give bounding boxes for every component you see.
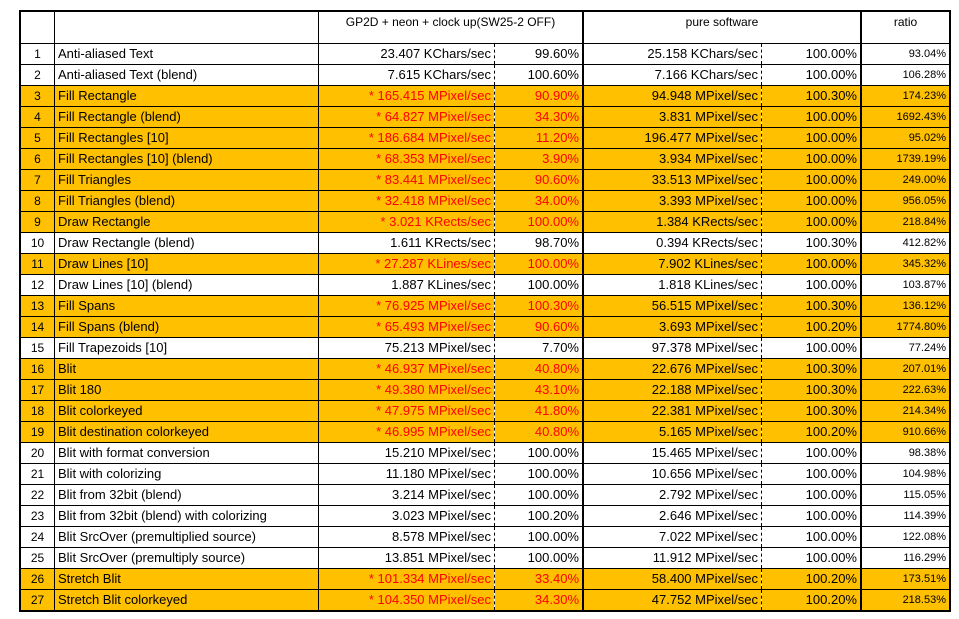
gp2d-speed: 23.407 KChars/sec: [319, 44, 495, 65]
software-cpu: 100.00%: [762, 107, 862, 128]
ratio-value: 1739.19%: [861, 149, 950, 170]
ratio-value: 136.12%: [861, 296, 950, 317]
row-index: 13: [20, 296, 55, 317]
gp2d-cpu: 100.00%: [495, 254, 584, 275]
table-row: [20, 548, 950, 569]
test-name: Fill Rectangle (blend): [55, 107, 319, 128]
software-speed: 3.934 MPixel/sec: [583, 149, 762, 170]
software-speed: 33.513 MPixel/sec: [583, 170, 762, 191]
header-name: [55, 11, 319, 44]
row-index: 20: [20, 443, 55, 464]
test-name: Blit SrcOver (premultiply source): [55, 548, 319, 569]
table-row: [20, 569, 950, 590]
test-name: Draw Rectangle (blend): [55, 233, 319, 254]
software-speed: 1.384 KRects/sec: [583, 212, 762, 233]
gp2d-speed: 75.213 MPixel/sec: [319, 338, 495, 359]
ratio-value: 116.29%: [861, 548, 950, 569]
ratio-value: 956.05%: [861, 191, 950, 212]
gp2d-cpu: 90.60%: [495, 317, 584, 338]
gp2d-cpu: 100.60%: [495, 65, 584, 86]
ratio-value: 174.23%: [861, 86, 950, 107]
software-cpu: 100.00%: [762, 443, 862, 464]
table-row: [20, 86, 950, 107]
gp2d-cpu: 98.70%: [495, 233, 584, 254]
test-name: Draw Lines [10] (blend): [55, 275, 319, 296]
table-row: [20, 380, 950, 401]
gp2d-speed: 7.615 KChars/sec: [319, 65, 495, 86]
ratio-value: 218.53%: [861, 590, 950, 612]
gp2d-speed: * 104.350 MPixel/sec: [319, 590, 495, 612]
row-index: 21: [20, 464, 55, 485]
table-row: [20, 296, 950, 317]
software-cpu: 100.00%: [762, 170, 862, 191]
software-speed: 2.646 MPixel/sec: [583, 506, 762, 527]
test-name: Blit from 32bit (blend) with colorizing: [55, 506, 319, 527]
software-cpu: 100.00%: [762, 65, 862, 86]
software-speed: 22.381 MPixel/sec: [583, 401, 762, 422]
software-cpu: 100.30%: [762, 233, 862, 254]
software-cpu: 100.30%: [762, 86, 862, 107]
test-name: Blit with format conversion: [55, 443, 319, 464]
gp2d-cpu: 3.90%: [495, 149, 584, 170]
software-cpu: 100.00%: [762, 527, 862, 548]
gp2d-speed: * 68.353 MPixel/sec: [319, 149, 495, 170]
software-cpu: 100.00%: [762, 191, 862, 212]
software-cpu: 100.20%: [762, 569, 862, 590]
test-name: Fill Triangles (blend): [55, 191, 319, 212]
table-row: [20, 275, 950, 296]
gp2d-cpu: 7.70%: [495, 338, 584, 359]
ratio-value: 207.01%: [861, 359, 950, 380]
gp2d-cpu: 90.90%: [495, 86, 584, 107]
gp2d-cpu: 11.20%: [495, 128, 584, 149]
software-cpu: 100.30%: [762, 380, 862, 401]
table-row: [20, 590, 950, 612]
ratio-value: 93.04%: [861, 44, 950, 65]
table-row: [20, 44, 950, 65]
row-index: 18: [20, 401, 55, 422]
software-cpu: 100.00%: [762, 275, 862, 296]
benchmark-sheet: [19, 10, 951, 612]
test-name: Blit destination colorkeyed: [55, 422, 319, 443]
table-row: [20, 359, 950, 380]
gp2d-speed: 1.611 KRects/sec: [319, 233, 495, 254]
gp2d-speed: 15.210 MPixel/sec: [319, 443, 495, 464]
table-row: [20, 401, 950, 422]
test-name: Stretch Blit: [55, 569, 319, 590]
ratio-value: 412.82%: [861, 233, 950, 254]
gp2d-cpu: 100.00%: [495, 212, 584, 233]
ratio-value: 218.84%: [861, 212, 950, 233]
table-row: [20, 149, 950, 170]
table-row: [20, 65, 950, 86]
software-cpu: 100.20%: [762, 590, 862, 612]
software-speed: 10.656 MPixel/sec: [583, 464, 762, 485]
test-name: Fill Rectangle: [55, 86, 319, 107]
gp2d-cpu: 100.00%: [495, 443, 584, 464]
ratio-value: 77.24%: [861, 338, 950, 359]
test-name: Blit from 32bit (blend): [55, 485, 319, 506]
gp2d-cpu: 34.30%: [495, 590, 584, 612]
row-index: 25: [20, 548, 55, 569]
gp2d-speed: * 46.995 MPixel/sec: [319, 422, 495, 443]
benchmark-table: [19, 10, 951, 612]
row-index: 22: [20, 485, 55, 506]
gp2d-cpu: 34.30%: [495, 107, 584, 128]
row-index: 3: [20, 86, 55, 107]
table-row: [20, 254, 950, 275]
gp2d-speed: * 83.441 MPixel/sec: [319, 170, 495, 191]
table-row: [20, 212, 950, 233]
software-cpu: 100.00%: [762, 506, 862, 527]
gp2d-cpu: 100.20%: [495, 506, 584, 527]
row-index: 4: [20, 107, 55, 128]
software-speed: 58.400 MPixel/sec: [583, 569, 762, 590]
software-speed: 7.166 KChars/sec: [583, 65, 762, 86]
gp2d-speed: 13.851 MPixel/sec: [319, 548, 495, 569]
test-name: Blit colorkeyed: [55, 401, 319, 422]
ratio-value: 103.87%: [861, 275, 950, 296]
gp2d-cpu: 100.00%: [495, 464, 584, 485]
row-index: 1: [20, 44, 55, 65]
software-speed: 22.188 MPixel/sec: [583, 380, 762, 401]
row-index: 16: [20, 359, 55, 380]
software-cpu: 100.00%: [762, 44, 862, 65]
software-cpu: 100.00%: [762, 128, 862, 149]
gp2d-speed: 3.023 MPixel/sec: [319, 506, 495, 527]
row-index: 7: [20, 170, 55, 191]
table-row: [20, 506, 950, 527]
ratio-value: 104.98%: [861, 464, 950, 485]
gp2d-speed: 3.214 MPixel/sec: [319, 485, 495, 506]
gp2d-speed: 1.887 KLines/sec: [319, 275, 495, 296]
gp2d-speed: * 49.380 MPixel/sec: [319, 380, 495, 401]
test-name: Fill Triangles: [55, 170, 319, 191]
gp2d-speed: * 165.415 MPixel/sec: [319, 86, 495, 107]
header-index: [20, 11, 55, 44]
software-speed: 196.477 MPixel/sec: [583, 128, 762, 149]
software-cpu: 100.20%: [762, 317, 862, 338]
software-speed: 25.158 KChars/sec: [583, 44, 762, 65]
row-index: 8: [20, 191, 55, 212]
gp2d-cpu: 41.80%: [495, 401, 584, 422]
software-speed: 3.831 MPixel/sec: [583, 107, 762, 128]
test-name: Fill Spans (blend): [55, 317, 319, 338]
test-name: Fill Trapezoids [10]: [55, 338, 319, 359]
software-cpu: 100.00%: [762, 212, 862, 233]
software-cpu: 100.00%: [762, 485, 862, 506]
row-index: 15: [20, 338, 55, 359]
row-index: 26: [20, 569, 55, 590]
gp2d-cpu: 100.30%: [495, 296, 584, 317]
gp2d-speed: * 32.418 MPixel/sec: [319, 191, 495, 212]
test-name: Blit SrcOver (premultiplied source): [55, 527, 319, 548]
table-row: [20, 191, 950, 212]
header-ratio: ratio: [861, 11, 950, 44]
row-index: 27: [20, 590, 55, 612]
ratio-value: 98.38%: [861, 443, 950, 464]
row-index: 23: [20, 506, 55, 527]
table-row: [20, 527, 950, 548]
gp2d-speed: * 65.493 MPixel/sec: [319, 317, 495, 338]
gp2d-cpu: 99.60%: [495, 44, 584, 65]
software-speed: 11.912 MPixel/sec: [583, 548, 762, 569]
software-speed: 7.022 MPixel/sec: [583, 527, 762, 548]
table-row: [20, 443, 950, 464]
table-row: [20, 170, 950, 191]
software-speed: 0.394 KRects/sec: [583, 233, 762, 254]
software-speed: 7.902 KLines/sec: [583, 254, 762, 275]
gp2d-cpu: 100.00%: [495, 275, 584, 296]
ratio-value: 249.00%: [861, 170, 950, 191]
software-speed: 3.393 MPixel/sec: [583, 191, 762, 212]
software-speed: 3.693 MPixel/sec: [583, 317, 762, 338]
header-row: [20, 11, 950, 44]
ratio-value: 910.66%: [861, 422, 950, 443]
software-speed: 22.676 MPixel/sec: [583, 359, 762, 380]
table-row: [20, 485, 950, 506]
gp2d-speed: * 76.925 MPixel/sec: [319, 296, 495, 317]
test-name: Stretch Blit colorkeyed: [55, 590, 319, 612]
gp2d-cpu: 90.60%: [495, 170, 584, 191]
gp2d-cpu: 100.00%: [495, 485, 584, 506]
row-index: 5: [20, 128, 55, 149]
gp2d-cpu: 100.00%: [495, 527, 584, 548]
test-name: Blit: [55, 359, 319, 380]
row-index: 2: [20, 65, 55, 86]
row-index: 19: [20, 422, 55, 443]
gp2d-cpu: 34.00%: [495, 191, 584, 212]
gp2d-cpu: 40.80%: [495, 359, 584, 380]
ratio-value: 106.28%: [861, 65, 950, 86]
ratio-value: 95.02%: [861, 128, 950, 149]
software-speed: 5.165 MPixel/sec: [583, 422, 762, 443]
gp2d-speed: * 3.021 KRects/sec: [319, 212, 495, 233]
software-cpu: 100.00%: [762, 464, 862, 485]
test-name: Fill Spans: [55, 296, 319, 317]
ratio-value: 345.32%: [861, 254, 950, 275]
row-index: 11: [20, 254, 55, 275]
ratio-value: 122.08%: [861, 527, 950, 548]
software-cpu: 100.00%: [762, 548, 862, 569]
gp2d-speed: * 46.937 MPixel/sec: [319, 359, 495, 380]
table-row: [20, 317, 950, 338]
test-name: Blit 180: [55, 380, 319, 401]
software-cpu: 100.30%: [762, 401, 862, 422]
table-row: [20, 422, 950, 443]
gp2d-speed: * 101.334 MPixel/sec: [319, 569, 495, 590]
test-name: Anti-aliased Text: [55, 44, 319, 65]
gp2d-cpu: 100.00%: [495, 548, 584, 569]
software-speed: 15.465 MPixel/sec: [583, 443, 762, 464]
ratio-value: 1774.80%: [861, 317, 950, 338]
gp2d-speed: 8.578 MPixel/sec: [319, 527, 495, 548]
test-name: Anti-aliased Text (blend): [55, 65, 319, 86]
software-speed: 1.818 KLines/sec: [583, 275, 762, 296]
software-speed: 2.792 MPixel/sec: [583, 485, 762, 506]
row-index: 9: [20, 212, 55, 233]
gp2d-speed: 11.180 MPixel/sec: [319, 464, 495, 485]
software-cpu: 100.00%: [762, 254, 862, 275]
gp2d-cpu: 40.80%: [495, 422, 584, 443]
software-speed: 47.752 MPixel/sec: [583, 590, 762, 612]
test-name: Fill Rectangles [10] (blend): [55, 149, 319, 170]
header-gp2d: GP2D + neon + clock up(SW25-2 OFF): [319, 11, 584, 44]
row-index: 17: [20, 380, 55, 401]
row-index: 10: [20, 233, 55, 254]
row-index: 24: [20, 527, 55, 548]
table-row: [20, 338, 950, 359]
ratio-value: 1692.43%: [861, 107, 950, 128]
header-software: pure software: [583, 11, 861, 44]
software-cpu: 100.30%: [762, 296, 862, 317]
software-speed: 97.378 MPixel/sec: [583, 338, 762, 359]
gp2d-speed: * 64.827 MPixel/sec: [319, 107, 495, 128]
table-row: [20, 107, 950, 128]
row-index: 12: [20, 275, 55, 296]
gp2d-cpu: 33.40%: [495, 569, 584, 590]
software-cpu: 100.20%: [762, 422, 862, 443]
software-cpu: 100.00%: [762, 338, 862, 359]
software-cpu: 100.00%: [762, 149, 862, 170]
gp2d-speed: * 47.975 MPixel/sec: [319, 401, 495, 422]
gp2d-cpu: 43.10%: [495, 380, 584, 401]
ratio-value: 115.05%: [861, 485, 950, 506]
software-speed: 56.515 MPixel/sec: [583, 296, 762, 317]
row-index: 14: [20, 317, 55, 338]
test-name: Fill Rectangles [10]: [55, 128, 319, 149]
table-row: [20, 233, 950, 254]
table-row: [20, 464, 950, 485]
software-speed: 94.948 MPixel/sec: [583, 86, 762, 107]
gp2d-speed: * 186.684 MPixel/sec: [319, 128, 495, 149]
table-row: [20, 128, 950, 149]
row-index: 6: [20, 149, 55, 170]
ratio-value: 114.39%: [861, 506, 950, 527]
test-name: Blit with colorizing: [55, 464, 319, 485]
ratio-value: 173.51%: [861, 569, 950, 590]
test-name: Draw Lines [10]: [55, 254, 319, 275]
ratio-value: 214.34%: [861, 401, 950, 422]
software-cpu: 100.30%: [762, 359, 862, 380]
ratio-value: 222.63%: [861, 380, 950, 401]
test-name: Draw Rectangle: [55, 212, 319, 233]
gp2d-speed: * 27.287 KLines/sec: [319, 254, 495, 275]
